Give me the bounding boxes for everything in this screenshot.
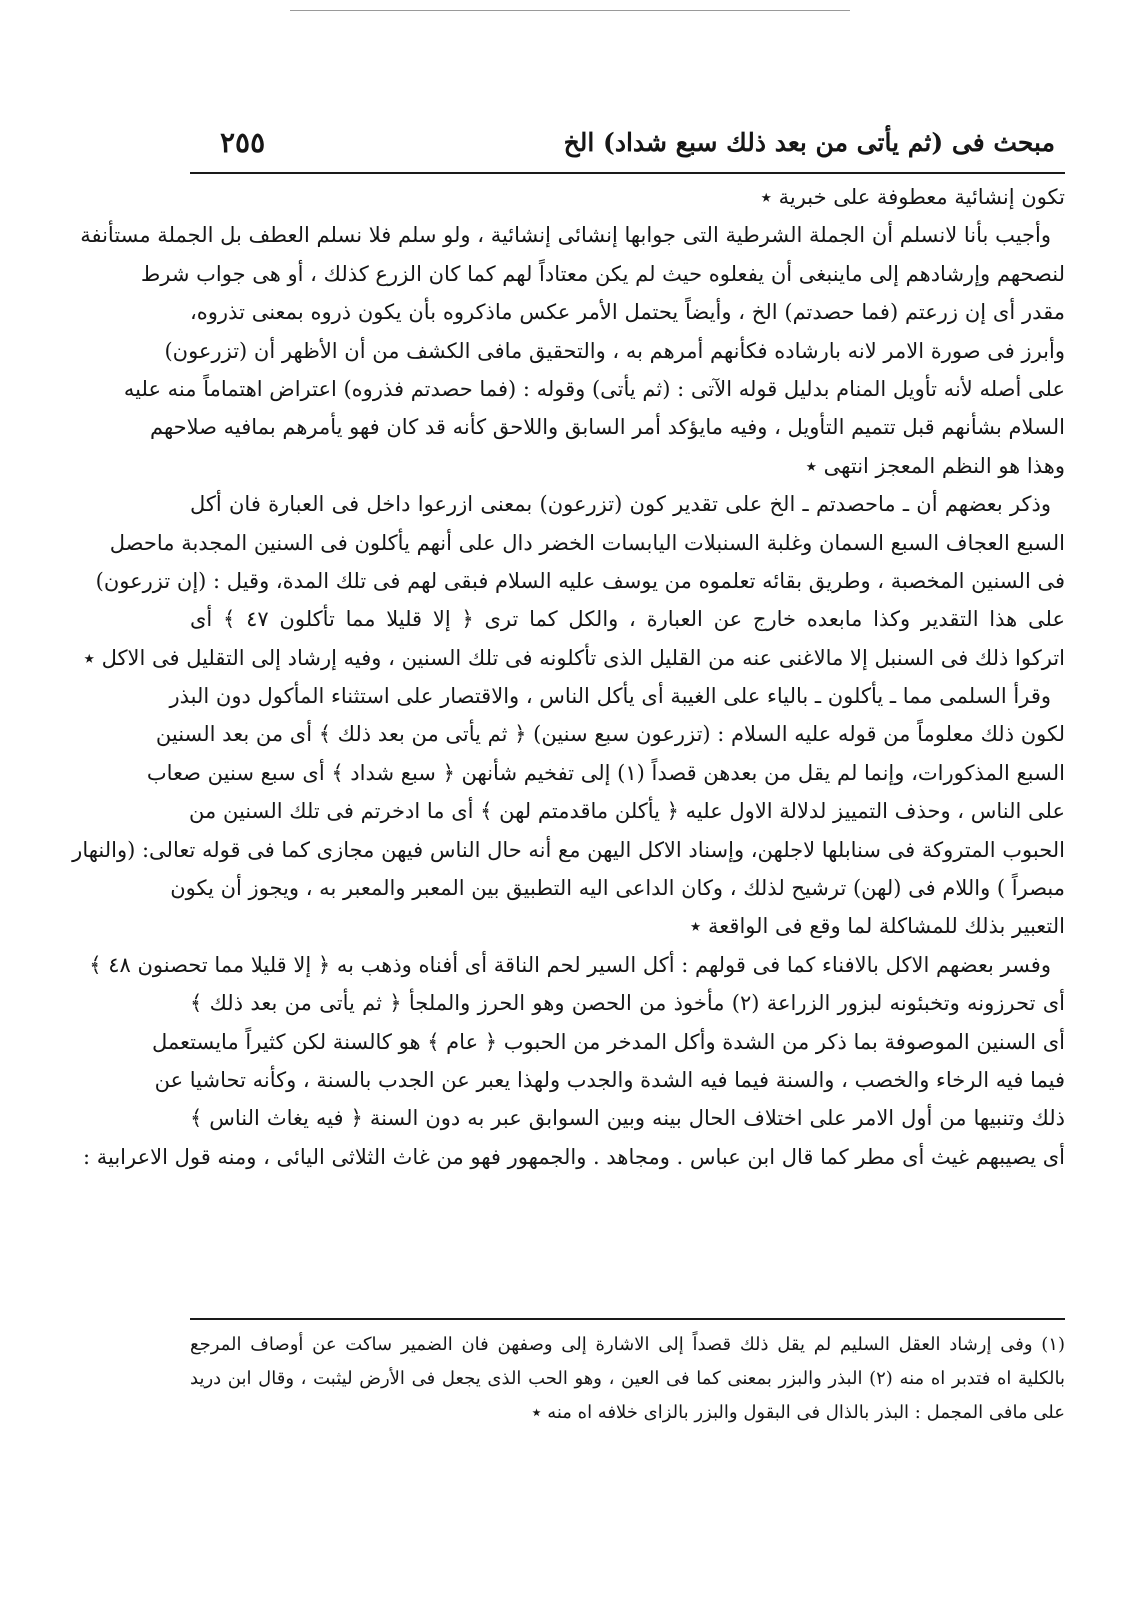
footnote-line: (١) وفى إرشاد العقل السليم لم يقل ذلك قصداً إلى الاشارة إلى وصفهن فان الضمير ساكت عن أوصاف المرجع xyxy=(190,1334,1065,1355)
page-number: ٢٥٥ xyxy=(220,126,266,159)
main-text-block xyxy=(72,178,1065,1176)
text-line: اتركوا ذلك فى السنبل إلا مالاغنى عنه من القليل الذى تأكلونه فى تلك السنين ، وفيه إرشاد إلى التقليل فى الاكل ٭ xyxy=(83,645,1065,670)
footnote-divider xyxy=(190,1318,1065,1320)
text-line: السلام بشأنهم قبل تتميم التأويل ، وفيه مايؤكد أمر السابق واللاحق كأنه قد كان فهو يأمرهم بمافيه صلاحهم xyxy=(149,415,1065,440)
text-line: أى يصيبهم غيث أى مطر كما قال ابن عباس . ومجاهد . والجمهور فهو من غاث الثلاثى اليائى ، ومنه قول الاعرابية : xyxy=(82,1144,1065,1169)
text-line: فى السنين المخصبة ، وطريق بقائه تعلموه من يوسف عليه السلام فبقى لهم فى تلك المدة، وقيل : (إن تزرعون) xyxy=(95,568,1065,593)
footnotes-block xyxy=(190,1328,1065,1430)
text-line: وذكر بعضهم أن ـ ماحصدتم ـ الخ على تقدير كون (تزرعون) بمعنى ازرعوا داخل فى العبارة فان أكل xyxy=(190,492,1051,517)
text-line: على أصله لأنه تأويل المنام بدليل قوله الآتى : (ثم يأتى) وقوله : (فما حصدتم فذروه) اعتراض اهتماماً منه عليه xyxy=(123,376,1065,401)
text-line: مبصراً ) واللام فى (لهن) ترشيح لذلك ، وكان الداعى اليه التطبيق بين المعبر والمعبر به ، ويجوز أن يكون xyxy=(170,876,1065,901)
text-line: لنصحهم وإرشادهم إلى ماينبغى أن يفعلوه حيث لم يكن معتاداً لهم كما كان الزرع كذلك ، أو هى جواب شرط xyxy=(140,261,1065,286)
text-line: فيما فيه الرخاء والخصب ، والسنة فيما فيه الشدة والجدب ولهذا يعبر عن الجدب بالسنة ، وكأنه تحاشيا عن xyxy=(154,1067,1065,1092)
text-line: التعبير بذلك للمشاكلة لما وقع فى الواقعة ٭ xyxy=(689,914,1065,939)
running-header-title: مبحث فى (ثم يأتى من بعد ذلك سبع شداد) الخ xyxy=(563,128,1055,157)
text-line: لكون ذلك معلوماً من قوله عليه السلام : (تزرعون سبع سنين) ﴿ ثم يأتى من بعد ذلك ﴾ أى من بعد السنين xyxy=(155,722,1065,747)
text-line: على الناس ، وحذف التمييز لدلالة الاول عليه ﴿ يأكلن ماقدمتم لهن ﴾ أى ما ادخرتم فى تلك السنين من xyxy=(189,799,1065,824)
text-line: وأبرز فى صورة الامر لانه بارشاده فكأنهم أمرهم به ، والتحقيق مافى الكشف من أن الأظهر أن (تزرعون) xyxy=(164,338,1065,363)
text-line: وأجيب بأنا لانسلم أن الجملة الشرطية التى جوابها إنشائى إنشائية ، ولو سلم فلا نسلم العطف بل الجملة مستأنفة xyxy=(80,223,1051,248)
text-line: الحبوب المتروكة فى سنابلها لاجلهن، وإسناد الاكل اليهن مع أنه حال الناس فيهن مجازى كما فى قوله تعالى: (والنهار xyxy=(72,837,1065,862)
text-line: وقرأ السلمى مما ـ يأكلون ـ بالياء على الغيبة أى يأكل الناس ، والاقتصار على استثناء المأكول دون البذر xyxy=(169,684,1051,709)
text-line: السبع المذكورات، وإنما لم يقل من بعدهن قصداً (١) إلى تفخيم شأنهن ﴿ سبع شداد ﴾ أى سبع سنين صعاب xyxy=(146,760,1065,785)
text-line: وهذا هو النظم المعجز انتهى ٭ xyxy=(805,453,1065,478)
text-line: ذلك وتنبيها من أول الامر على اختلاف الحال بينه وبين السوابق عبر به دون السنة ﴿ فيه يغاث الناس ﴾ xyxy=(190,1106,1065,1131)
text-line: وفسر بعضهم الاكل بالافناء كما فى قولهم : أكل السير لحم الناقة أى أفناه وذهب به ﴿ إلا قليلا مما تحصنون ٤٨ ﴾ xyxy=(89,952,1051,977)
page-header xyxy=(190,128,1065,168)
header-divider xyxy=(190,172,1065,174)
text-line: تكون إنشائية معطوفة على خبرية ٭ xyxy=(760,185,1065,209)
text-line: أى السنين الموصوفة بما ذكر من الشدة وأكل المدخر من الحبوب ﴿ عام ﴾ هو كالسنة لكن كثيراً مايستعمل xyxy=(151,1029,1065,1054)
text-line: السبع العجاف السبع السمان وغلبة السنبلات اليابسات الخضر دال على أنهم يأكلون فى السنين المجدبة ماحصل xyxy=(109,530,1065,555)
footnote-line: على مافى المجمل : البذر بالذال فى البقول والبزر بالزاى خلافه اه منه ٭ xyxy=(531,1402,1065,1423)
footnote-line: بالكلية اه فتدبر اه منه (٢) البذر والبزر بمعنى كما فى العين ، وهو الحب الذى يجعل فى الأرض ليثبت ، وقال ابن دريد xyxy=(190,1368,1065,1389)
text-line: على هذا التقدير وكذا مابعده خارج عن العبارة ، والكل كما ترى ﴿ إلا قليلا مما تأكلون ٤٧ ﴾ أى xyxy=(190,607,1065,632)
scan-top-edge-line xyxy=(290,10,850,11)
text-line: أى تحرزونه وتخبئونه لبزور الزراعة (٢) مأخوذ من الحصن وهو الحرز والملجأ ﴿ ثم يأتى من بعد ذلك ﴾ xyxy=(190,991,1065,1016)
text-line: مقدر أى إن زرعتم (فما حصدتم) الخ ، وأيضاً يحتمل الأمر عكس ماذكروه بأن يكون ذروه بمعنى تذروه، xyxy=(190,300,1065,325)
